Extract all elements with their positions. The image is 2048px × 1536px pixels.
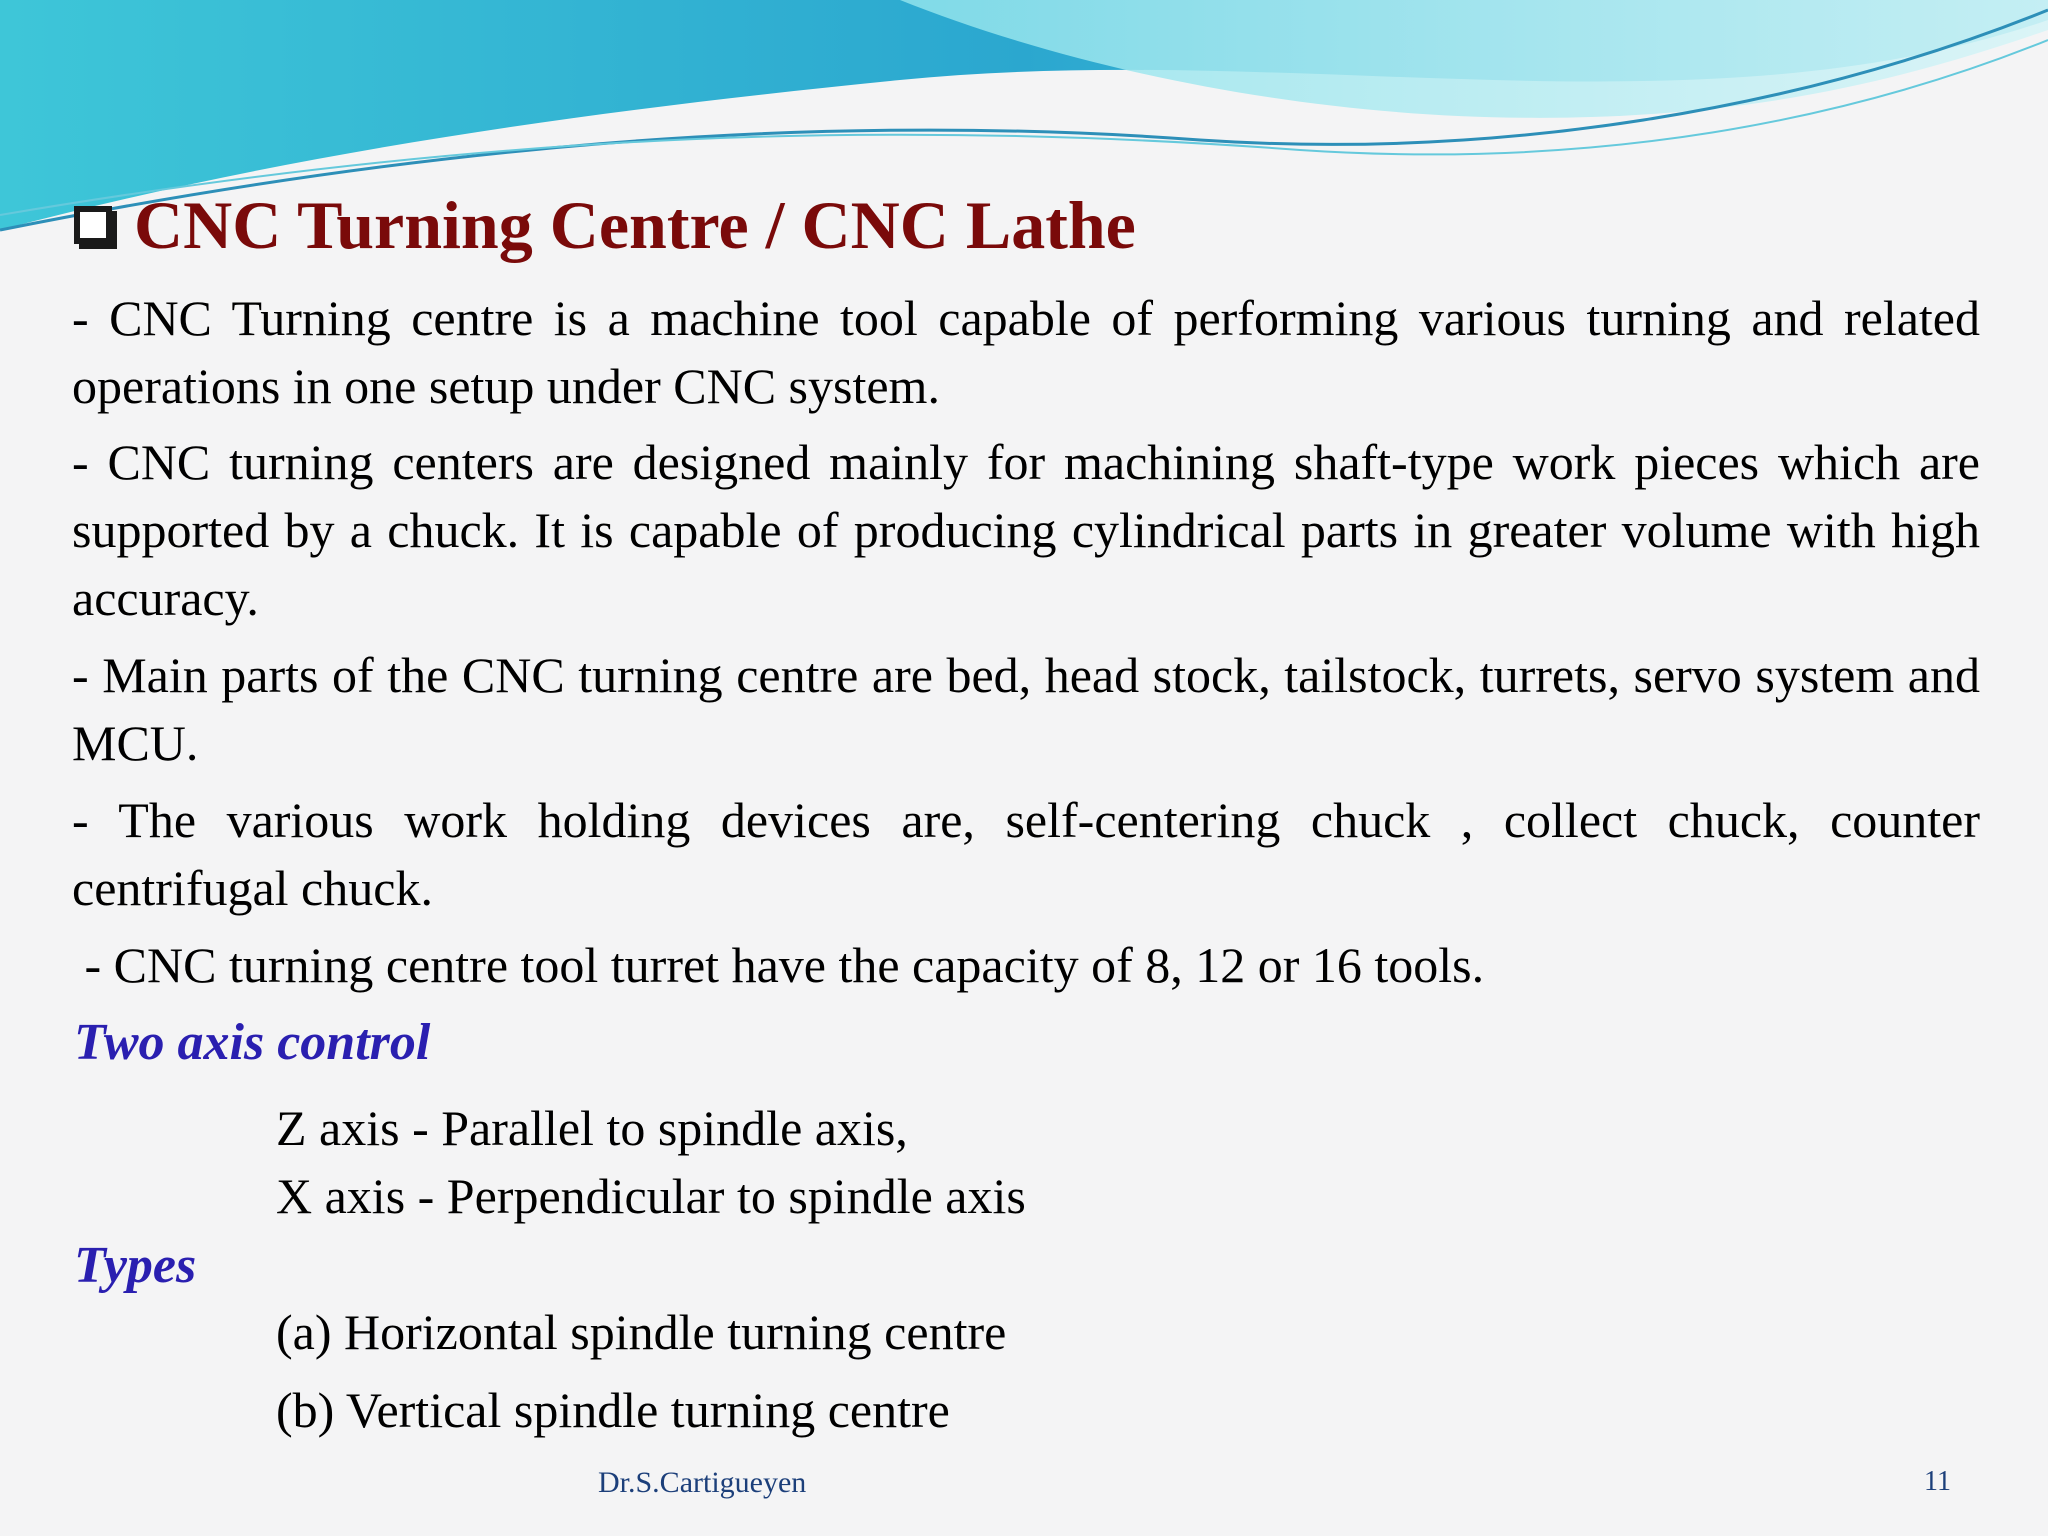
axis-line-z: Z axis - Parallel to spindle axis, (276, 1100, 908, 1156)
two-axis-heading: Two axis control (74, 1014, 431, 1071)
checkbox-bullet-icon (74, 206, 112, 244)
axis-line-x: X axis - Perpendicular to spindle axis (276, 1168, 1026, 1224)
types-heading: Types (74, 1237, 197, 1294)
footer-author: Dr.S.Cartigueyen (598, 1466, 807, 1499)
paragraph-5: - CNC turning centre tool turret have the capacity of 8, 12 or 16 tools. (72, 937, 1485, 993)
paragraph-1: - CNC Turning centre is a machine tool capable of performing various turning and related operations in one setup under CNC system. (72, 290, 1980, 414)
paragraph-4: - The various work holding devices are, self-centering chuck , collect chuck, counter centrifugal chuck. (72, 792, 1980, 916)
type-item-vertical: (b) Vertical spindle turning centre (276, 1382, 950, 1438)
slide-title (74, 186, 1136, 264)
page-number: 11 (1924, 1466, 1951, 1497)
slide-title-text: CNC Turning Centre / CNC Lathe (134, 187, 1136, 263)
paragraph-3: - Main parts of the CNC turning centre are bed, head stock, tailstock, turrets, servo system and MCU. (72, 647, 1980, 771)
paragraph-2: - CNC turning centers are designed mainly for machining shaft-type work pieces which are supported by a chuck. It is capable of producing cylindrical parts in greater volume with high accuracy. (72, 434, 1980, 626)
type-item-horizontal: (a) Horizontal spindle turning centre (276, 1304, 1007, 1360)
